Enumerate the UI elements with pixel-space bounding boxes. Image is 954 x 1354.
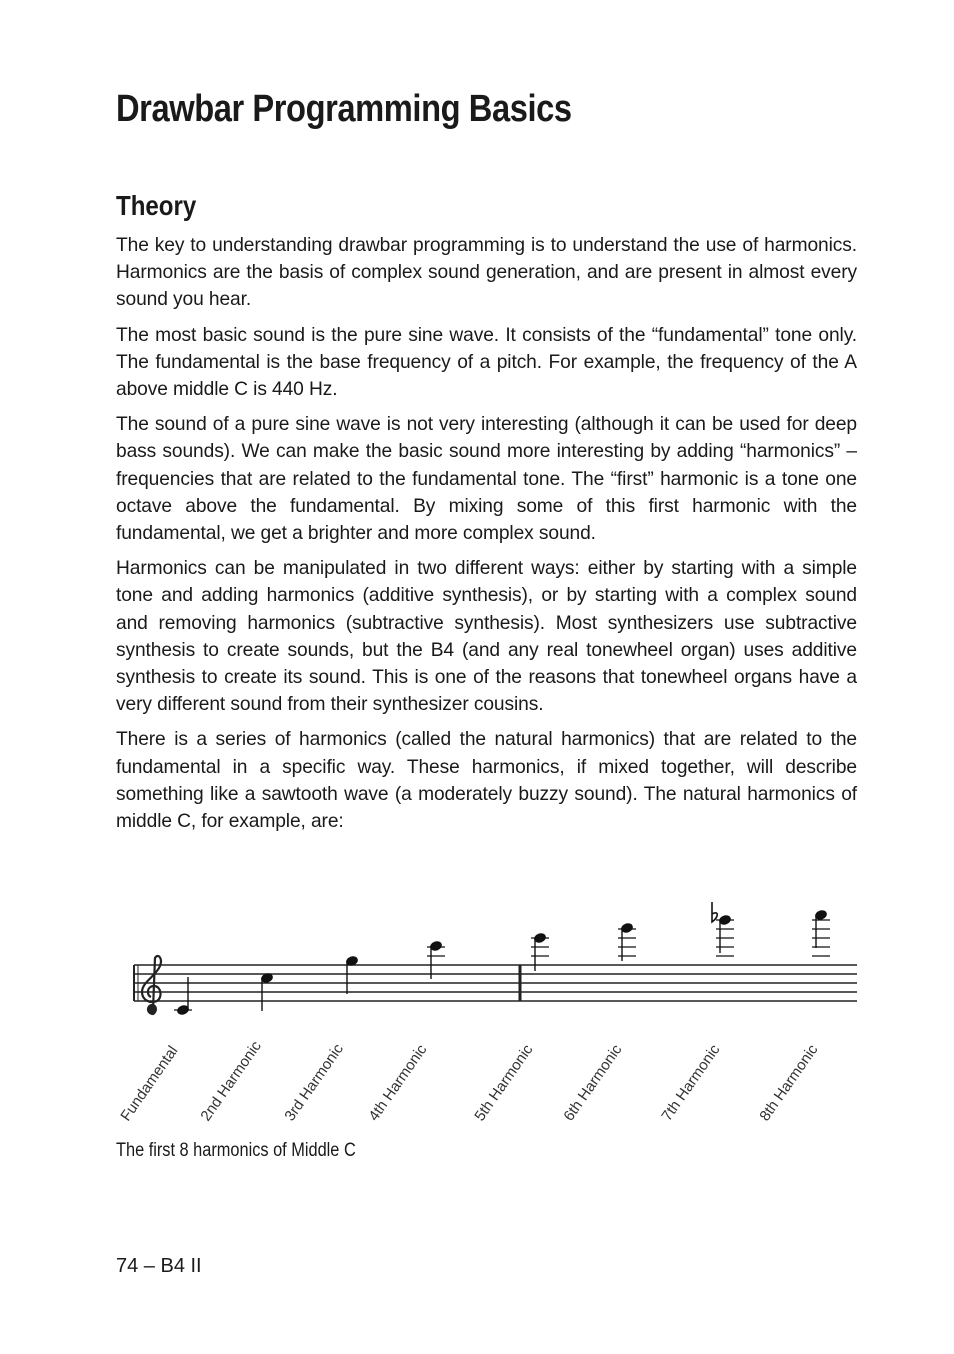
notes xyxy=(174,902,830,1016)
paragraph: The sound of a pure sine wave is not very interesting (although it can be used for deep bass sounds). We can make the basic sound more interesting by adding “harmonics” – frequencies that are related to the fundamental tone. The “first” harmonic is a tone one octave above the fundamental. By mixing some of this first harmonic with the fundamental, we get a brighter and more complex sound. xyxy=(116,414,857,545)
staff-lines xyxy=(134,965,857,1001)
harmonic-label: 6th Harmonic xyxy=(560,1041,626,1125)
note-8 xyxy=(812,909,830,956)
flat-icon xyxy=(712,902,717,922)
paragraph: There is a series of harmonics (called the natural harmonics) that are related to the fundamental in a specific way. These harmonics, if mixed together, will describe something like a sawtooth wave (a moderately buzzy sound). The natural harmonics of middle C, for example, are: xyxy=(116,729,857,833)
music-staff-figure xyxy=(116,898,857,1128)
paragraph: The most basic sound is the pure sine wave. It consists of the “fundamental” tone only. The fundamental is the base frequency of a pitch. For example, the frequency of the A above middle C is 440 Hz. xyxy=(116,324,857,401)
harmonic-label: Fundamental xyxy=(117,1042,182,1125)
harmonic-label: 7th Harmonic xyxy=(658,1041,724,1125)
harmonic-label: 2nd Harmonic xyxy=(197,1038,265,1125)
note-4 xyxy=(427,940,445,979)
paragraph: Harmonics can be manipulated in two different ways: either by starting with a simple tone and adding harmonics (additive synthesis), or by starting with a complex sound and removing harmonics (subtractive synthesis). Most synthesizers use subtractive synthesis to create sounds, but the B4 (and any real tonewheel organ) uses additive synthesis to create its sound. This is one of the reasons that tonewheel organs have a very different sound from their synthesizer cousins. xyxy=(116,558,857,716)
harmonics-figure xyxy=(116,898,857,1128)
note-6 xyxy=(618,922,636,961)
page-footer: 74 – B4 II xyxy=(116,1255,202,1277)
harmonic-label: 4th Harmonic xyxy=(365,1041,431,1125)
figure-caption: The first 8 harmonics of Middle C xyxy=(116,1140,356,1161)
note-7 xyxy=(712,902,734,956)
harmonic-label: 8th Harmonic xyxy=(756,1041,822,1125)
page-title: Drawbar Programming Basics xyxy=(116,88,572,130)
section-heading: Theory xyxy=(116,190,197,221)
harmonic-label: 3rd Harmonic xyxy=(281,1040,347,1125)
harmonic-labels xyxy=(117,1038,821,1125)
paragraph: The key to understanding drawbar programming is to understand the use of harmonics. Harmonics are the basis of complex sound generation, and are present in almost every sound you hear. xyxy=(116,235,857,311)
body-text xyxy=(116,232,857,843)
harmonic-label: 5th Harmonic xyxy=(471,1041,537,1125)
